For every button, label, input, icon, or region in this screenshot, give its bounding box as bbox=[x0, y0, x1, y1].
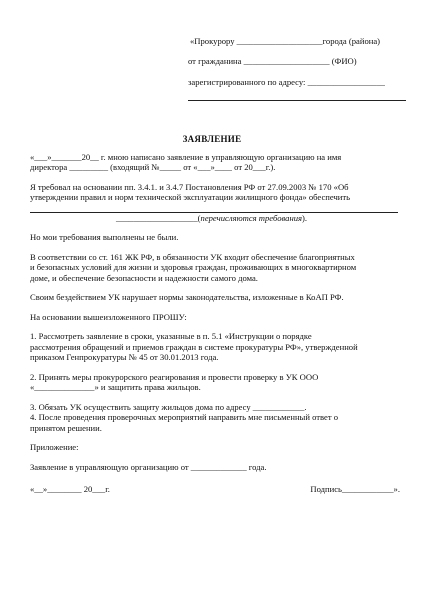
addressee-block bbox=[188, 36, 408, 101]
intro-line-1: «___»_______20__ г. мною написано заявление в управляющую организацию на имя bbox=[30, 152, 342, 162]
address-underline bbox=[188, 100, 406, 101]
request-item-1-line-1: 1. Рассмотреть заявление в сроки, указанные в п. 5.1 «Инструкции о порядке bbox=[30, 331, 312, 342]
signature-field: Подпись____________». bbox=[310, 484, 400, 495]
demand-line-2: утверждении правил и норм технической эксплуатации жилищного фонда» обеспечить bbox=[30, 192, 351, 203]
demand-hint: ___________________(перечисляются требования). bbox=[116, 212, 308, 223]
request-item-4-line-1: 4. После проведения проверочных мероприятий направить мне письменный ответ о bbox=[30, 412, 339, 423]
koap-text: Своим бездействием УК нарушает нормы законодательства, изложенные в КоАП РФ. bbox=[30, 292, 344, 303]
document-body bbox=[30, 152, 400, 495]
request-item-2-line-2: «______________» и защитить права жильцов. bbox=[30, 382, 201, 393]
address-line: зарегистрированного по адресу: __________________ bbox=[188, 76, 385, 87]
request-heading: На основании вышеизложенного ПРОШУ: bbox=[30, 311, 187, 322]
date-field: «__»________ 20___г. bbox=[30, 484, 110, 495]
request-item-4-line-2: принятом решении. bbox=[30, 422, 102, 433]
document-title: ЗАЯВЛЕНИЕ bbox=[182, 134, 242, 144]
attachment-item: Заявление в управляющую организацию от _____________ года. bbox=[30, 461, 267, 472]
prosecutor-line: «Прокурору ____________________города (района) bbox=[190, 36, 381, 46]
attachment-label: Приложение: bbox=[30, 442, 79, 453]
demand-line-1: Я требовал на основании пп. 3.4.1. и 3.4.7 Постановления РФ от 27.09.2003 № 170 «Об bbox=[30, 181, 349, 192]
request-item-1-line-2: рассмотрения обращений и приемов граждан в системе прокуратуры РФ», утвержденной bbox=[30, 341, 358, 352]
article-161-line-1: В соответствии со ст. 161 ЖК РФ, в обязанности УК входит обеспечение благоприятных bbox=[30, 251, 355, 262]
request-item-1-line-3: приказом Генпрокуратуры № 45 от 30.01.2013 года. bbox=[30, 352, 219, 363]
request-item-3: 3. Обязать УК осуществить защиту жильцов дома по адресу ____________. bbox=[30, 401, 307, 412]
applicant-line: от гражданина ____________________ (ФИО) bbox=[188, 56, 357, 67]
demand-hint-italic: перечисляются требования bbox=[200, 212, 303, 223]
article-161-line-3: доме, и обеспечение безопасности и надежности самого дома. bbox=[30, 272, 258, 283]
intro-line-2: директора _________ (входящий №_____ от «___»____ от 20___г.). bbox=[30, 162, 276, 173]
not-fulfilled-text: Но мои требования выполнены не были. bbox=[30, 232, 179, 243]
article-161-line-2: и безопасных условий для жизни и здоровья граждан, проживающих в многоквартирном bbox=[30, 262, 357, 273]
signature-row bbox=[30, 484, 400, 494]
request-item-2-line-1: 2. Принять меры прокурорского реагирования и провести проверку в УК ООО bbox=[30, 371, 319, 382]
